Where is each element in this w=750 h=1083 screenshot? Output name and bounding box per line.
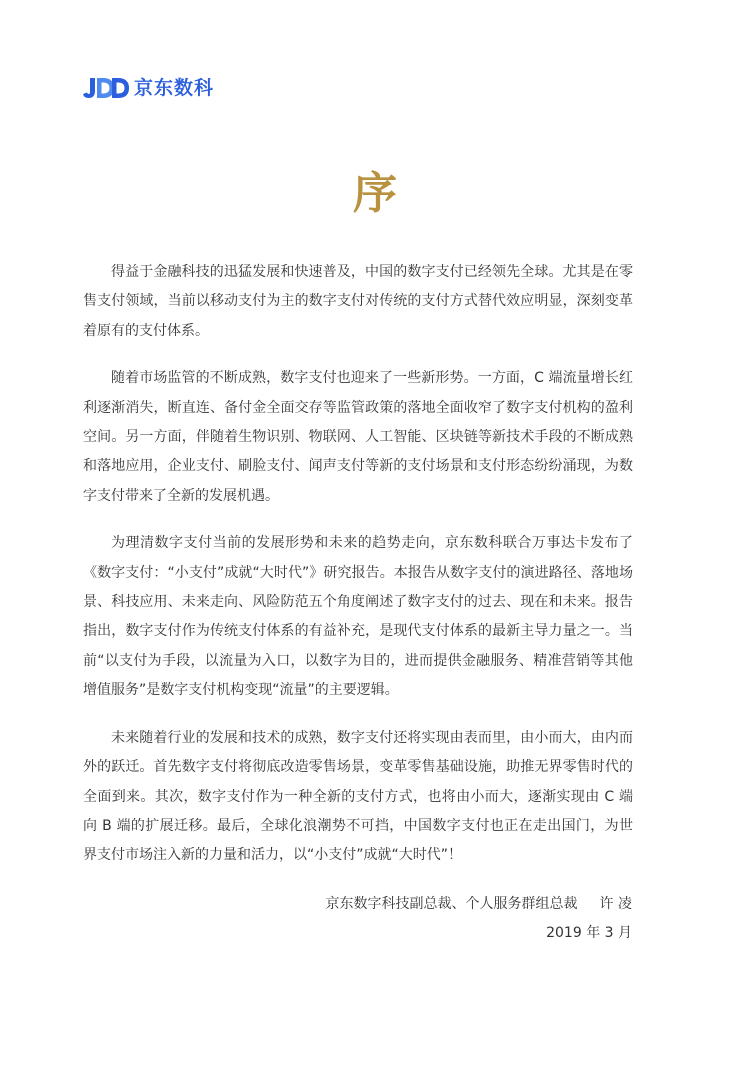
paragraph-1: 得益于金融科技的迅猛发展和快速普及，中国的数字支付已经领先全球。尤其是在零售支付领域，当前以移动支付为主的数字支付对传统的支付方式替代效应明显，深刻变革着原有的支付体系。 xyxy=(83,264,633,339)
signature-date: 2019 年 3 月 xyxy=(546,925,632,941)
header-logo xyxy=(82,76,214,100)
paragraph-4: 未来随着行业的发展和技术的成熟，数字支付还将实现由表而里，由小而大，由内而外的跃迁。首先数字支付将彻底改造零售场景，变革零售基础设施，助推无界零售时代的全面到来。其次，数字支付作为一种全新的支付方式，也将由小而大，逐渐实现由 C 端向 B 端的扩展迁移。最后，全球化浪潮势不可挡，中国数字支付也正在走出国门，为世界支付市场注入新的力量和活力，以“小支付”成就“大时代”！ xyxy=(83,729,633,864)
page-title: 序 xyxy=(353,168,397,219)
signature-line xyxy=(326,890,632,919)
signature-title: 京东数字科技副总裁、个人服务群组总裁 xyxy=(325,896,578,912)
logo-text: 京东数科 xyxy=(134,77,215,99)
paragraph-3: 为理清数字支付当前的发展形势和未来的趋势走向，京东数科联合万事达卡发布了《数字支付：“小支付”成就“大时代”》研究报告。本报告从数字支付的演进路径、落地场景、科技应用、未来走向、风险防范五个角度阐述了数字支付的过去、现在和未来。报告指出，数字支付作为传统支付体系的有益补充，是现代支付体系的最新主导力量之一。当前“以支付为手段，以流量为入口，以数字为目的，进而提供金融服务、精准营销等其他增值服务”是数字支付机构变现“流量”的主要逻辑。 xyxy=(83,535,633,699)
jdd-logo-icon xyxy=(82,76,130,100)
document-body xyxy=(83,258,633,889)
signature-name: 许 凌 xyxy=(599,896,632,912)
paragraph-2: 随着市场监管的不断成熟，数字支付也迎来了一些新形势。一方面，C 端流量增长红利逐渐消失，断直连、备付金全面交存等监管政策的落地全面收窄了数字支付机构的盈利空间。另一方面，伴随着生物识别、物联网、人工智能、区块链等新技术手段的不断成熟和落地应用，企业支付、刷脸支付、闻声支付等新的支付场景和支付形态纷纷涌现，为数字支付带来了全新的发展机遇。 xyxy=(83,370,633,504)
signature-block xyxy=(326,890,632,948)
